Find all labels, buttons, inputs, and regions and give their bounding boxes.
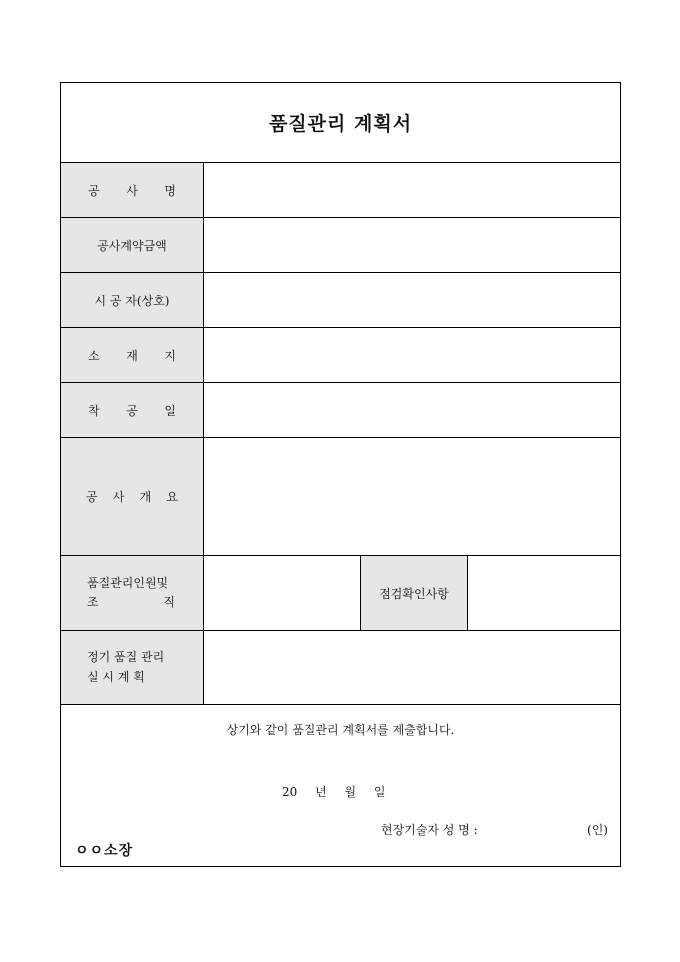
label-qc-staff bbox=[61, 556, 204, 630]
label-start-date-text: 착 공 일 bbox=[88, 403, 176, 418]
row-project-name bbox=[61, 163, 620, 218]
row-qc-staff bbox=[61, 556, 620, 631]
title-row bbox=[61, 83, 620, 163]
field-qc-staff[interactable] bbox=[204, 556, 360, 630]
label-periodic-line2: 실 시 계 획 bbox=[87, 669, 145, 684]
field-location[interactable] bbox=[204, 328, 620, 382]
label-start-date bbox=[61, 383, 204, 437]
row-start-date bbox=[61, 383, 620, 438]
label-location-text: 소 재 지 bbox=[88, 348, 176, 363]
date-line: 20 년 월 일 bbox=[282, 785, 386, 799]
label-project-name bbox=[61, 163, 204, 217]
row-contractor bbox=[61, 273, 620, 328]
field-project-name[interactable] bbox=[204, 163, 620, 217]
row-contract-amount bbox=[61, 218, 620, 273]
seal-mark: (인) bbox=[587, 823, 608, 837]
label-periodic-line1: 정기 품질 관리 bbox=[87, 650, 165, 665]
field-periodic-plan[interactable] bbox=[204, 631, 620, 704]
label-qc-staff-line1: 품질관리인원및 bbox=[87, 575, 169, 590]
row-location bbox=[61, 328, 620, 383]
recipient: ㅇㅇ소장 bbox=[75, 843, 134, 859]
field-inspection[interactable] bbox=[468, 556, 620, 630]
form-title: 품질관리 계획서 bbox=[268, 113, 413, 135]
row-periodic-plan bbox=[61, 631, 620, 705]
label-contractor: 시 공 자(상호) bbox=[61, 273, 204, 327]
field-start-date[interactable] bbox=[204, 383, 620, 437]
label-location bbox=[61, 328, 204, 382]
quality-plan-form bbox=[60, 82, 621, 867]
field-contract-amount[interactable] bbox=[204, 218, 620, 272]
label-overview bbox=[61, 438, 204, 555]
label-periodic-plan bbox=[61, 631, 204, 704]
label-inspection: 점검확인사항 bbox=[360, 556, 468, 630]
field-contractor[interactable] bbox=[204, 273, 620, 327]
label-qc-staff-line2: 조 직 bbox=[87, 595, 175, 609]
engineer-name-label: 현장기술자 성 명 : bbox=[381, 823, 478, 837]
field-overview[interactable] bbox=[204, 438, 620, 555]
submission-statement: 상기와 같이 품질관리 계획서를 제출합니다. bbox=[226, 723, 455, 737]
label-contract-amount: 공사계약금액 bbox=[61, 218, 204, 272]
row-overview bbox=[61, 438, 620, 556]
label-project-name-text: 공 사 명 bbox=[88, 183, 176, 198]
label-overview-text: 공 사 개 요 bbox=[86, 490, 178, 504]
form-footer bbox=[61, 705, 620, 866]
